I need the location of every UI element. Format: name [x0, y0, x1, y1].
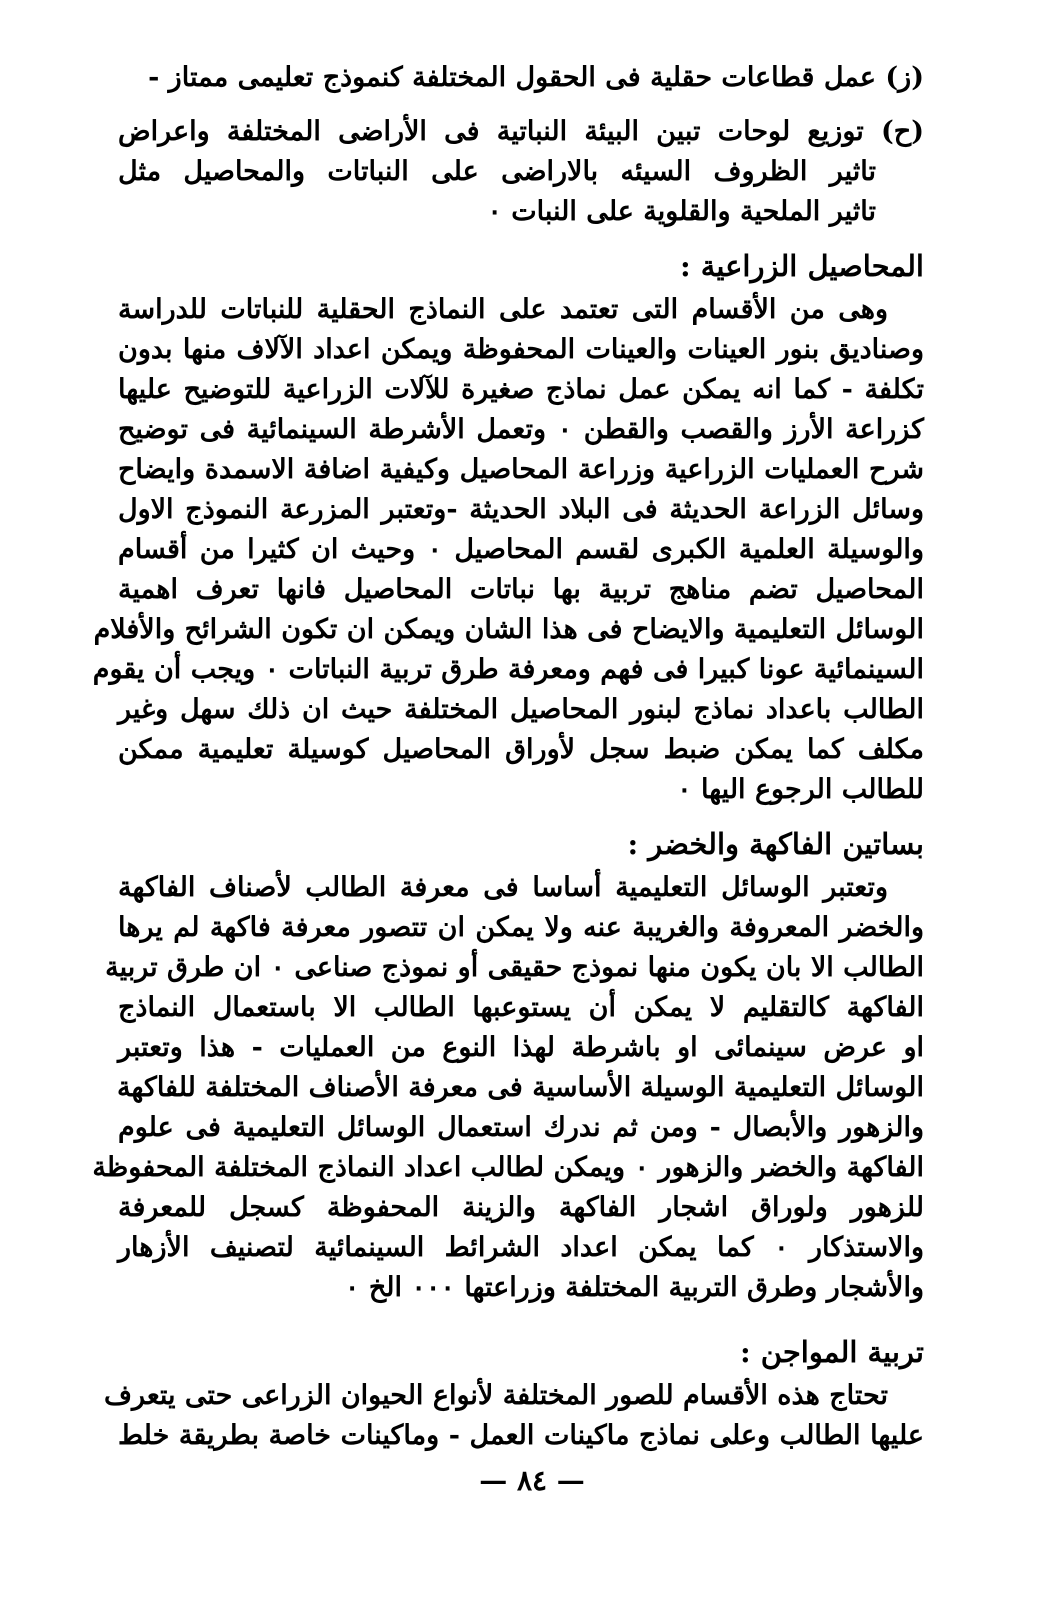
text-line: وسائل الزراعة الحديثة فى البلاد الحديثة -وتعتبر المزرعة النموذج الاول [118, 494, 924, 525]
text-line: وهى من الأقسام التى تعتمد على النماذج الحقلية للنباتات للدراسة [118, 294, 888, 325]
list-item-h [118, 112, 924, 232]
text-line: الوسائل التعليمية الوسيلة الأساسية فى معرفة الأصناف المختلفة للفاكهة [117, 1072, 924, 1103]
text-line: الطالب باعداد نماذج لبنور المحاصيل المختلفة حيث ان ذلك سهل وغير [118, 694, 924, 725]
paragraph [103, 1376, 924, 1456]
text-line: الفاكهة والخضر والزهور ٠ ويمكن لطالب اعداد النماذج المختلفة المحفوظة [92, 1152, 924, 1183]
text-line: (ز) عمل قطاعات حقلية فى الحقول المختلفة كنموذج تعليمى ممتاز - [148, 62, 924, 93]
paragraph [92, 290, 925, 810]
text-line: والوسيلة العلمية الكبرى لقسم المحاصيل ٠ وحيث ان كثيرا من أقسام [118, 534, 924, 565]
text-line: والأشجار وطرق التربية المختلفة وزراعتها ٠٠٠ الخ ٠ [344, 1272, 924, 1303]
text-line: (ح) توزيع لوحات تبين البيئة النباتية فى الأراضى المختلفة واعراض [118, 116, 924, 147]
section-orchards-vegetables [92, 824, 924, 1308]
text-line: للزهور ولوراق اشجار الفاكهة والزينة المحفوظة كسجل للمعرفة [118, 1192, 924, 1223]
text-line: المحاصيل تضم مناهج تربية بها نباتات المحاصيل فانها تعرف اهمية [118, 574, 924, 605]
text-line: او عرض سينمائى او باشرطة لهذا النوع من العمليات - هذا وتعتبر [118, 1032, 924, 1063]
text-line: تاثير الملحية والقلوية على النبات ٠ [487, 196, 876, 227]
text-line: وتعتبر الوسائل التعليمية أساسا فى معرفة الطالب لأصناف الفاكهة [118, 872, 888, 903]
text-line: الطالب الا بان يكون منها نموذج حقيقى أو نموذج صناعى ٠ ان طرق تربية [105, 952, 924, 983]
paragraph [92, 868, 924, 1308]
text-line: تكلفة - كما انه يمكن عمل نماذج صغيرة للآلات الزراعية للتوضيح عليها [118, 374, 924, 405]
text-line: والاستذكار ٠ كما يمكن اعداد الشرائط السينمائية لتصنيف الأزهار [118, 1232, 924, 1263]
text-line: شرح العمليات الزراعية وزراعة المحاصيل وكيفية اضافة الاسمدة وايضاح [118, 454, 924, 485]
list-item-z [118, 58, 924, 98]
text-line: للطالب الرجوع اليها ٠ [677, 774, 924, 805]
text-line: السينمائية عونا كبيرا فى فهم ومعرفة طرق تربية النباتات ٠ ويجب أن يقوم [92, 654, 924, 685]
section-field-crops [92, 246, 925, 810]
text-line: وصناديق بنور العينات والعينات المحفوظة ويمكن اعداد الآلاف منها بدون [118, 334, 924, 365]
section-heading: بساتين الفاكهة والخضر : [627, 827, 924, 861]
text-line: الوسائل التعليمية والايضاح فى هذا الشان ويمكن ان تكون الشرائح والأفلام [93, 614, 924, 645]
text-line: تاثير الظروف السيئه بالاراضى على النباتات والمحاصيل مثل [118, 156, 876, 187]
text-line: مكلف كما يمكن ضبط سجل لأوراق المحاصيل كوسيلة تعليمية ممكن [118, 734, 924, 765]
text-line: عليها الطالب وعلى نماذج ماكينات العمل - وماكينات خاصة بطريقة خلط [118, 1420, 924, 1451]
text-line: والخضر المعروفة والغريبة عنه ولا يمكن ان تتصور معرفة فاكهة لم يرها [118, 912, 924, 943]
text-line: والزهور والأبصال - ومن ثم ندرك استعمال الوسائل التعليمية فى علوم [118, 1112, 924, 1143]
text-line: تحتاج هذه الأقسام للصور المختلفة لأنواع الحيوان الزراعى حتى يتعرف [103, 1380, 888, 1411]
section-poultry [103, 1332, 924, 1456]
page-number: — ٨٤ — [479, 1464, 585, 1497]
section-heading: المحاصيل الزراعية : [679, 249, 924, 283]
text-line: كزراعة الأرز والقصب والقطن ٠ وتعمل الأشرطة السينمائية فى توضيح [118, 414, 925, 445]
section-heading: تربية المواجن : [739, 1335, 924, 1369]
text-line: الفاكهة كالتقليم لا يمكن أن يستوعبها الطالب الا باستعمال النماذج [118, 992, 924, 1023]
